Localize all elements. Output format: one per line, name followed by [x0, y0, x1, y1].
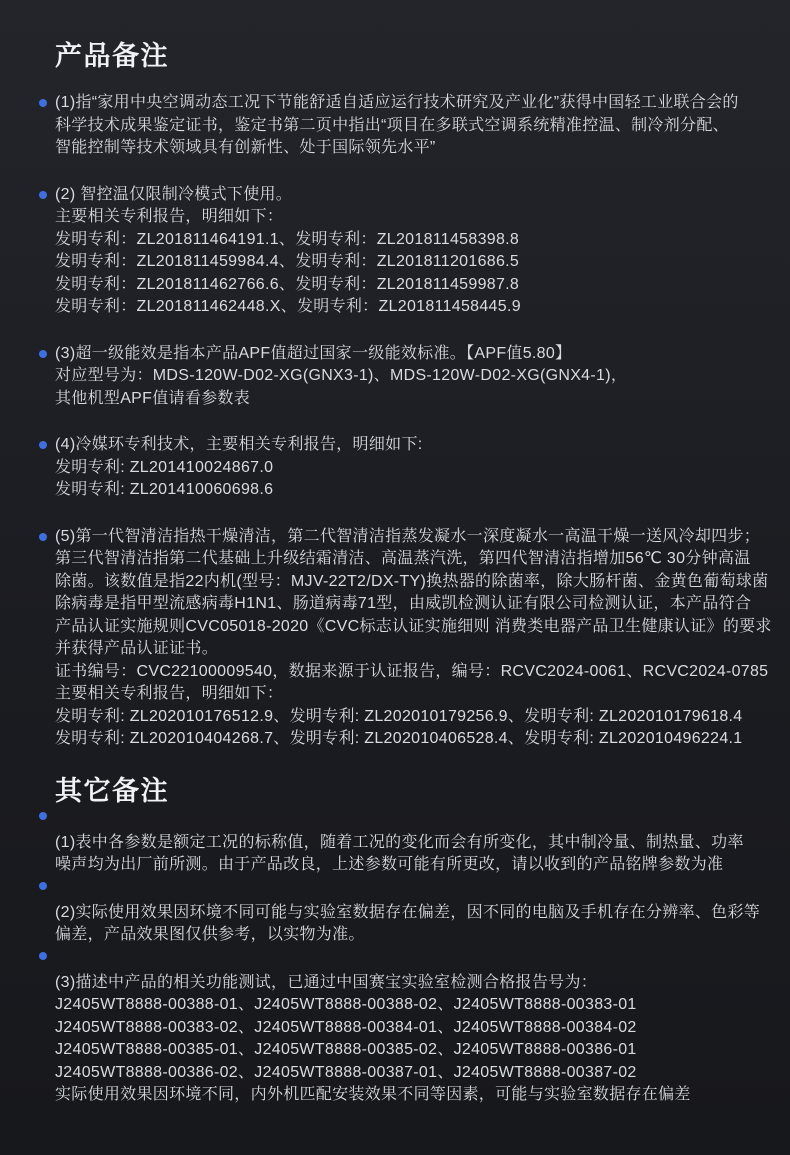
note-item: [55, 812, 762, 877]
note-line: 发明专利：ZL201811459984.4、发明专利：ZL201811201686.5: [55, 253, 520, 270]
note-line: J2405WT8888-00386-02、J2405WT8888-00387-01、J2405WT8888-00387-02: [55, 1063, 637, 1081]
note-line: J2405WT8888-00385-01、J2405WT8888-00385-02、J2405WT8888-00386-01: [55, 1041, 637, 1058]
note-line: 第三代智清洁指第二代基础上升级结霜清洁、高温蒸汽洗，第四代智清洁指增加56℃ 30分钟高温: [55, 550, 751, 567]
note-text: [55, 434, 762, 502]
note-line: (5)第一代智清洁指热干燥清洁，第二代智清洁指蒸发凝水一深度凝水一高温干燥一送风冷却四步；: [55, 527, 761, 545]
note-line: 发明专利: ZL202010404268.7、发明专利: ZL202010406528.4、发明专利: ZL202010496224.1: [55, 730, 743, 747]
note-line: 并获得产品认证证书。: [55, 640, 219, 657]
note-line: (2)实际使用效果因环境不同可能与实验室数据存在偏差，因不同的电脑及手机存在分辨率、色彩等: [55, 903, 761, 921]
note-line: 科学技术成果鉴定证书，鉴定书第二页中指出“项目在多联式空调系统精准控温、制冷剂分配、: [55, 116, 729, 134]
note-line: (2) 智控温仅限制冷模式下使用。: [55, 185, 293, 203]
note-text: [55, 902, 762, 947]
bullet-icon: [39, 812, 47, 820]
note-line: 对应型号为：MDS-120W-D02-XG(GNX3-1)、MDS-120W-D02-XG(GNX4-1)，: [55, 367, 628, 384]
bullet-icon: [39, 350, 47, 358]
note-line: 除菌。该数值是指22内机(型号：MJV-22T2/DX-TY)换热器的除菌率，除大肠杆菌、金黄色葡萄球菌: [55, 572, 769, 590]
note-line: (3)超一级能效是指本产品APF值超过国家一级能效标准。【APF值5.80】: [55, 344, 572, 362]
note-line: J2405WT8888-00388-01、J2405WT8888-00388-02、J2405WT8888-00383-01: [55, 996, 637, 1013]
note-line: 偏差，产品效果图仅供参考，以实物为准。: [55, 926, 365, 943]
note-text: [55, 972, 762, 1107]
note-line: 发明专利：ZL201811462766.6、发明专利：ZL201811459987.8: [55, 275, 520, 293]
other-notes-title: 其它备注: [55, 775, 169, 806]
note-item: [55, 184, 762, 319]
note-line: (1)表中各参数是额定工况的标称值，随着工况的变化而会有所变化，其中制冷量、制热量、功率: [55, 833, 744, 851]
note-line: (4)冷媒环专利技术，主要相关专利报告，明细如下:: [55, 436, 423, 453]
note-line: 发明专利：ZL201811462448.X、发明专利：ZL201811458445.9: [55, 298, 521, 315]
note-line: 主要相关专利报告，明细如下：: [55, 685, 284, 702]
note-line: 噪声均为出厂前所测。由于产品改良，上述参数可能有所更改，请以收到的产品铭牌参数为准: [55, 856, 724, 873]
bullet-icon: [39, 533, 47, 541]
note-line: J2405WT8888-00383-02、J2405WT8888-00384-01、J2405WT8888-00384-02: [55, 1018, 637, 1036]
note-item: [55, 526, 772, 751]
note-line: 发明专利: ZL201410060698.6: [55, 481, 274, 498]
note-line: 主要相关专利报告，明细如下：: [55, 208, 284, 225]
note-line: 智能控制等技术领域具有创新性、处于国际领先水平”: [55, 139, 436, 156]
note-line: 除病毒是指甲型流感病毒H1N1、肠道病毒71型，由威凯检测认证有限公司检测认证，本产品符合: [55, 595, 752, 612]
note-item: [55, 952, 762, 1107]
product-notes-list: [55, 92, 772, 751]
note-line: 证书编号：CVC22100009540，数据来源于认证报告，编号：RCVC2024-0061、RCVC2024-0785: [55, 662, 769, 680]
other-notes-list: [55, 812, 762, 1107]
bullet-icon: [39, 441, 47, 449]
section-other-notes: [55, 775, 762, 1107]
bullet-icon: [39, 99, 47, 107]
note-text: [55, 184, 762, 319]
note-text: [55, 92, 762, 160]
section-product-notes: [55, 40, 772, 751]
note-item: [55, 92, 762, 160]
note-text: [55, 343, 762, 411]
note-item: [55, 343, 762, 411]
note-line: (1)指“家用中央空调动态工况下节能舒适自适应运行技术研究及产业化”获得中国轻工业联合会的: [55, 94, 739, 111]
bullet-icon: [39, 882, 47, 890]
note-line: 发明专利：ZL201811464191.1、发明专利：ZL201811458398.8: [55, 230, 520, 248]
note-line: 发明专利: ZL202010176512.9、发明专利: ZL202010179256.9、发明专利: ZL202010179618.4: [55, 707, 743, 725]
note-item: [55, 882, 762, 947]
product-notes-title: 产品备注: [55, 41, 169, 71]
note-item: [55, 434, 762, 502]
note-line: (3)描述中产品的相关功能测试，已通过中国赛宝实验室检测合格报告号为：: [55, 973, 598, 991]
bullet-icon: [39, 191, 47, 199]
note-line: 其他机型APF值请看参数表: [55, 389, 251, 407]
note-line: 实际使用效果因环境不同，内外机匹配安装效果不同等因素，可能与实验室数据存在偏差: [55, 1086, 691, 1103]
note-text: [55, 526, 772, 751]
note-text: [55, 832, 762, 877]
bullet-icon: [39, 952, 47, 960]
note-line: 产品认证实施规则CVC05018-2020《CVC标志认证实施细则 消费类电器产品卫生健康认证》的要求: [55, 617, 772, 635]
note-line: 发明专利: ZL201410024867.0: [55, 458, 274, 476]
